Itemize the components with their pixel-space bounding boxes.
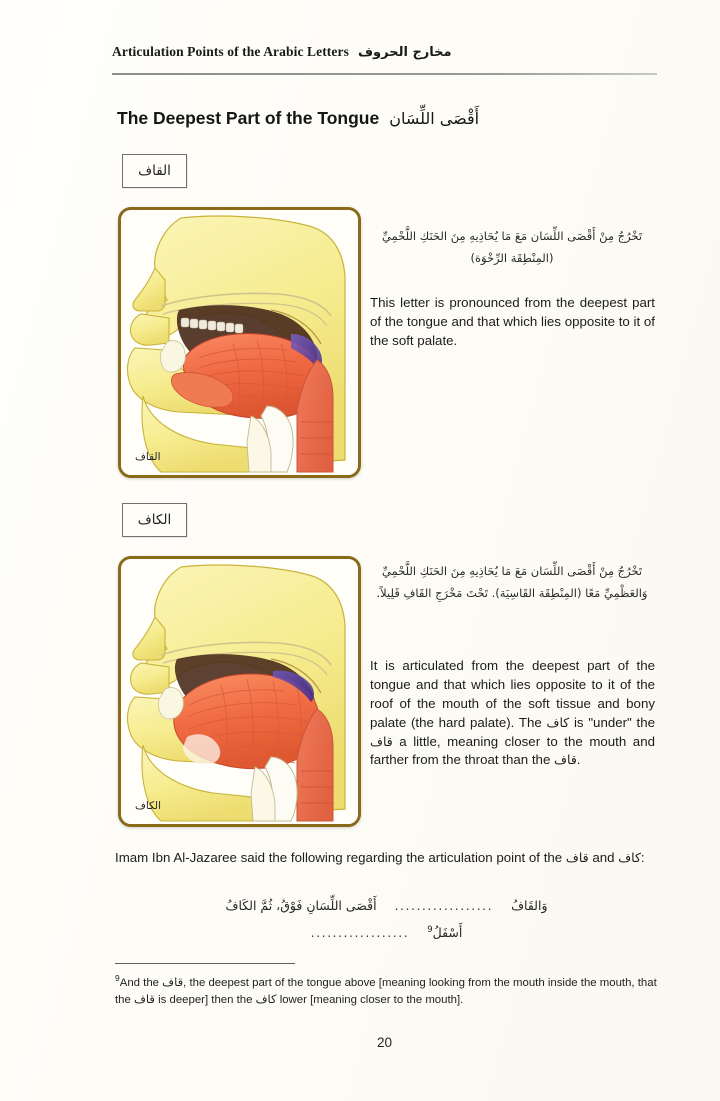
figure-caption-kaf: الكاف xyxy=(135,800,161,812)
footnote-marker: 9 xyxy=(115,973,120,983)
english-description-kaf xyxy=(370,657,655,770)
arabic-description-kaf: تَخْرُجُ مِنْ أَقْصَى اللِّسَان مَعَ مَا يُحَاذِيهِ مِنَ الحَنَكِ اللَّحْمِيِّ وَالعَظْمِيِّ مَعًا (المِنْطِقَة القَاسِيَة). تَحْتَ مَخْرَجِ القَافِ قَلِيلاً. xyxy=(376,564,648,601)
header-title: Articulation Points of the Arabic Letters xyxy=(112,44,349,59)
inline-arabic-kaf-1: كاف xyxy=(546,714,570,730)
page-title-arabic: أَقْصَى اللِّسَان xyxy=(389,109,480,128)
footnote-part2: , the deepest part of the tongue above [meaning looking from the mouth inside the mouth, that the xyxy=(115,976,657,1006)
running-header xyxy=(112,44,657,66)
inline-arabic-footnote-qaf-2: قاف xyxy=(134,991,155,1006)
english-description-kaf-part1: It is articulated from the deepest part of the tongue and that which lies opposite to it of the roof of the mouth of the soft tissue and bony palate (the hard palate). The xyxy=(370,658,655,730)
footnote-divider xyxy=(115,963,295,964)
english-description-kaf-part2: is "under" the xyxy=(569,714,656,730)
figure-kaf-articulation-diagram xyxy=(118,556,361,827)
verse-line1-right: وَالقَافُ xyxy=(511,898,548,913)
footnote-text xyxy=(115,972,660,1008)
footnote-part4: lower [meaning closer to the mouth]. xyxy=(276,993,464,1006)
letter-box-kaf xyxy=(122,503,187,537)
inline-arabic-footnote-qaf-1: قاف xyxy=(162,974,184,989)
verse-line1-left: أَقْصَى اللِّسَانِ فَوْقُ، ثُمَّ الكَافُ xyxy=(225,898,377,913)
page-title xyxy=(117,108,479,129)
letter-box-kaf-label: الكاف xyxy=(137,512,172,528)
english-description-qaf: This letter is pronounced from the deepest part of the tongue and that which lies opposite to it of the soft palate. xyxy=(370,295,655,348)
footnote-part3: is deeper] then the xyxy=(154,993,256,1006)
footnote-part1: And the xyxy=(119,976,163,989)
inline-arabic-qaf-1: قاف xyxy=(370,733,393,749)
figure-qaf-articulation-diagram xyxy=(118,207,361,478)
verse-footnote-marker: 9 xyxy=(427,925,433,935)
letter-box-qaf xyxy=(122,154,187,188)
jazaree-part1: Imam Ibn Al-Jazaree said the following regarding the articulation point of the xyxy=(115,850,566,865)
jazaree-part2: and xyxy=(588,850,619,865)
figure-caption-qaf: القاف xyxy=(135,451,161,463)
jazaree-part3: : xyxy=(640,850,645,865)
inline-arabic-jazaree-qaf: قاف xyxy=(565,850,589,865)
inline-arabic-jazaree-kaf: كاف xyxy=(618,850,641,865)
inline-arabic-footnote-kaf: كاف xyxy=(255,991,277,1006)
inline-arabic-qaf-2: قاف xyxy=(554,752,577,768)
verse-line2-right xyxy=(427,925,462,940)
sagittal-head-diagram-qaf xyxy=(121,210,358,475)
verse-line2-dots: .................. xyxy=(310,925,410,941)
letter-box-qaf-label: القاف xyxy=(138,163,171,179)
english-description-kaf-part3: a little, meaning closer to the mouth and farther from the throat than the xyxy=(370,733,655,768)
jazaree-intro-paragraph xyxy=(115,848,658,867)
jazaree-verse-line-2 xyxy=(115,925,658,940)
verse-line1-dots: .................. xyxy=(394,898,494,913)
verse-line2-right-text: أَسْفَلُ xyxy=(432,925,463,941)
header-arabic-title: مخارج الحروف xyxy=(357,45,452,60)
arabic-description-qaf: تَخْرُجُ مِنْ أَقْصَى اللِّسَان مَعَ مَا يُحَاذِيهِ مِنَ الحَنَكِ اللَّحْمِيِّ (المِنْطِقَة الرِّخْوَة) xyxy=(381,229,643,266)
page-content xyxy=(112,0,657,1101)
page-number: 20 xyxy=(376,1035,393,1050)
sagittal-head-diagram-kaf xyxy=(121,559,358,824)
header-divider xyxy=(112,73,657,75)
english-description-kaf-part4: . xyxy=(576,752,581,768)
page-title-english: The Deepest Part of the Tongue xyxy=(117,108,380,128)
jazaree-verse-line-1 xyxy=(115,898,658,913)
